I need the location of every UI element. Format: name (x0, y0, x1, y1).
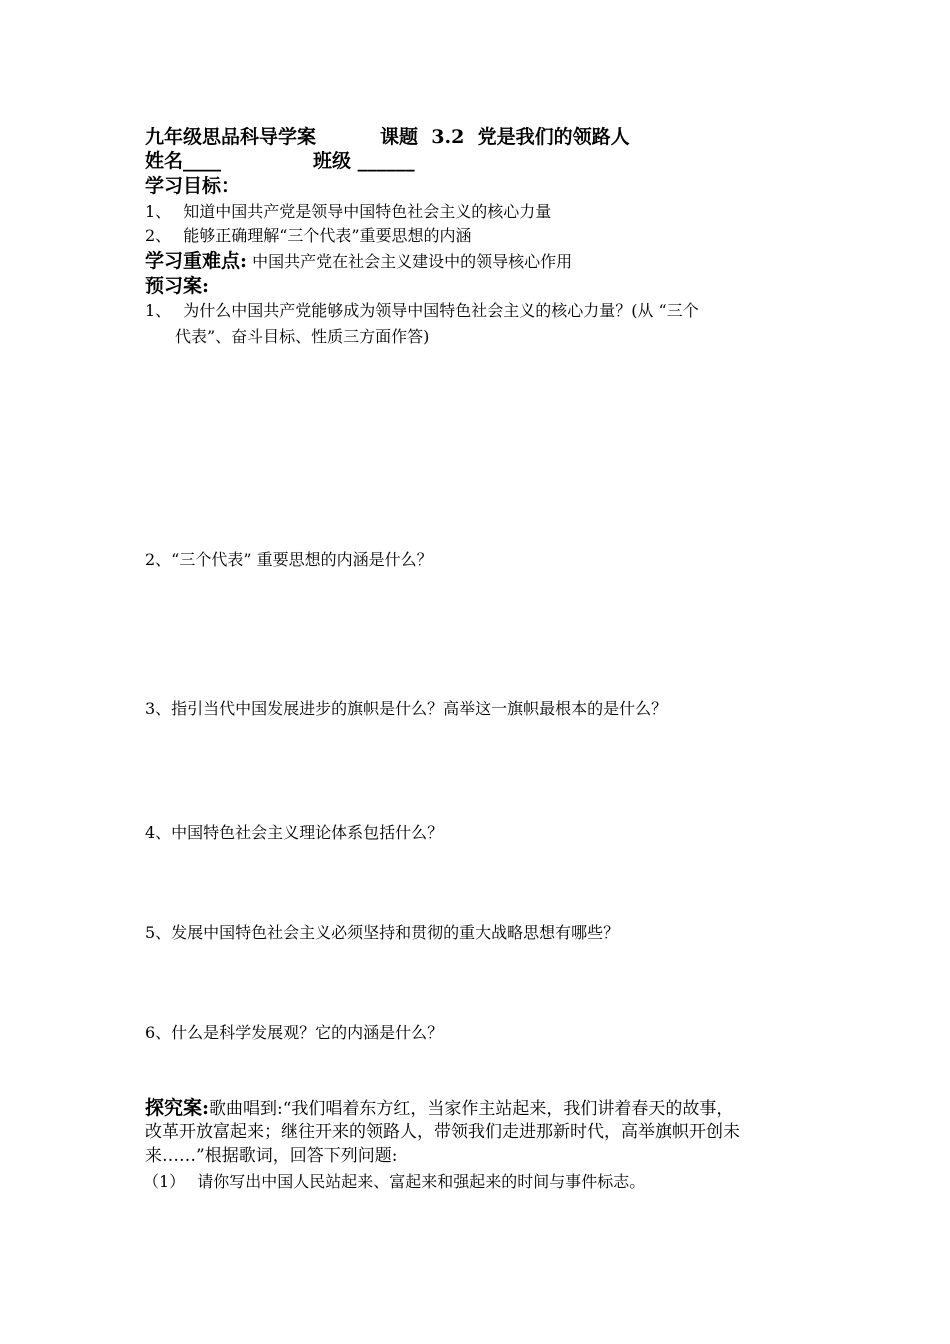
key-point-heading: 学习重难点: (145, 250, 248, 272)
objective-number: 1、 (145, 202, 172, 221)
question-text: 为什么中国共产党能够成为领导中国特色社会主义的核心力量？(从 “三个 (183, 301, 699, 320)
objective-item (145, 225, 472, 246)
preview-question-1 (145, 300, 699, 321)
objective-item (145, 201, 551, 222)
inquiry-text: 歌曲唱到:“我们唱着东方红，当家作主站起来，我们讲着春天的故事， (209, 1099, 734, 1119)
subquestion-number: （1） (143, 1172, 186, 1191)
topic-number: 3.2 (431, 126, 465, 148)
key-point-text: 中国共产党在社会主义建设中的领导核心作用 (252, 252, 573, 271)
key-point-line (145, 250, 572, 272)
name-field-label: 姓名____ (145, 150, 222, 172)
preview-question-4: 4、中国特色社会主义理论体系包括什么？ (145, 823, 444, 842)
inquiry-heading: 探究案: (145, 1097, 210, 1119)
course-title: 九年级思品科导学案 (145, 126, 317, 148)
topic-title: 党是我们的领路人 (477, 126, 630, 148)
inquiry-line-1 (145, 1097, 733, 1120)
topic-label: 课题 (380, 126, 419, 148)
objective-text: 知道中国共产党是领导中国特色社会主义的核心力量 (183, 202, 552, 221)
objective-text: 能够正确理解“三个代表”重要思想的内涵 (183, 226, 472, 245)
inquiry-line-2: 改革开放富起来；继往开来的领路人，带领我们走进那新时代，高举旗帜开创未 (145, 1122, 740, 1142)
header-title-line (145, 126, 630, 148)
preview-question-1-continued: 代表”、奋斗目标、性质三方面作答) (175, 327, 430, 346)
preview-question-2: 2、“三个代表” 重要思想的内涵是什么？ (145, 550, 433, 569)
student-info-line (145, 150, 415, 172)
objective-number: 2、 (145, 226, 172, 245)
preview-question-5: 5、发展中国特色社会主义必须坚持和贯彻的重大战略思想有哪些？ (145, 923, 620, 942)
preview-question-3: 3、指引当代中国发展进步的旗帜是什么？高举这一旗帜最根本的是什么？ (145, 699, 668, 718)
inquiry-subquestion-1 (143, 1171, 645, 1192)
objectives-heading: 学习目标： (145, 175, 241, 197)
class-field-label: 班级 ______ (313, 150, 415, 172)
inquiry-line-3: 来……”根据歌词，回答下列问题: (145, 1146, 398, 1166)
preview-question-6: 6、什么是科学发展观？它的内涵是什么？ (145, 1023, 444, 1042)
preview-heading: 预习案: (145, 275, 210, 297)
question-number: 1、 (145, 301, 172, 320)
subquestion-text: 请你写出中国人民站起来、富起来和强起来的时间与事件标志。 (197, 1172, 646, 1191)
